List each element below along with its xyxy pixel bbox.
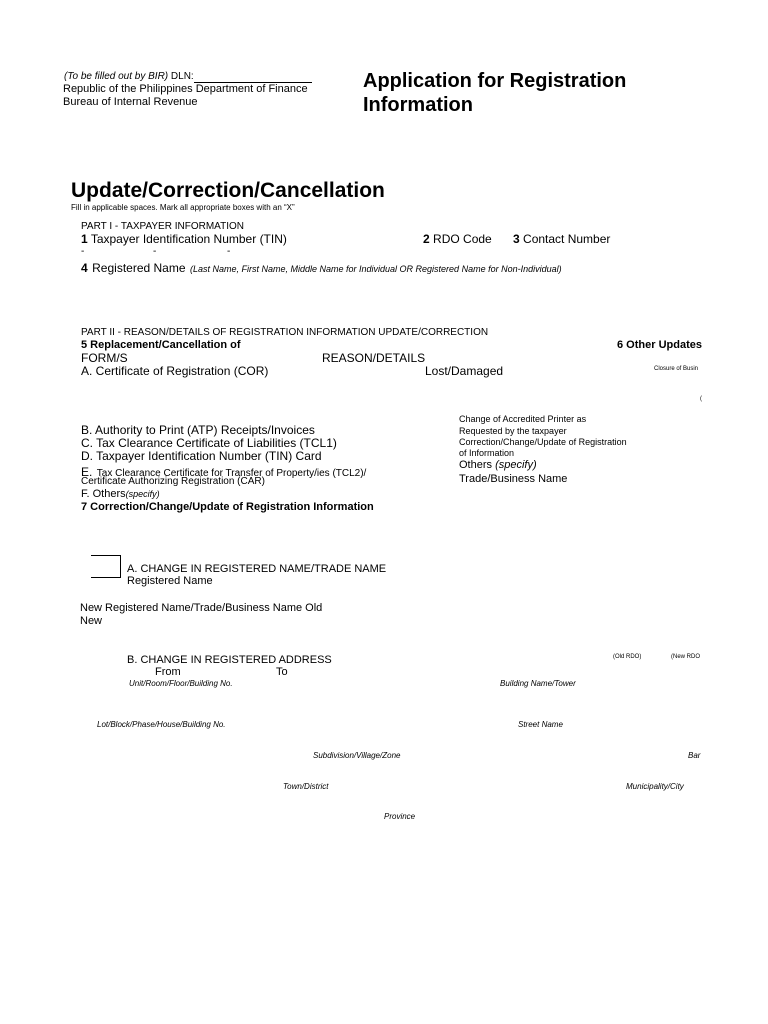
form-e-line1: Tax Clearance Certificate for Transfer of Property/ies (TCL2)/ [96, 468, 367, 479]
form-title-line2: Information [363, 94, 473, 116]
printer-change-line4: of Information [459, 448, 515, 458]
printer-change-line3: Correction/Change/Update of Registration [459, 437, 627, 447]
item2-text: RDO Code [433, 232, 492, 246]
tin-dash-1: - [81, 246, 85, 257]
item1-number: 1 [81, 232, 88, 246]
bureau-text: Bureau of Internal Revenue [63, 96, 198, 108]
section-a-line2: New [80, 615, 103, 627]
building-label: Building Name/Tower [500, 679, 576, 688]
item3-number: 3 [513, 232, 520, 246]
town-label: Town/District [283, 782, 329, 791]
item4-number: 4 [81, 261, 88, 275]
others-specify: (specify) [495, 459, 537, 471]
rdo-label [423, 233, 492, 247]
republic-text: Republic of the Philippines Department of Finance [63, 83, 308, 95]
item2-number: 2 [423, 232, 430, 246]
trade-name-label: Trade/Business Name [459, 473, 568, 485]
section-a-checkbox[interactable] [91, 555, 121, 578]
form-f [81, 488, 160, 501]
others-text: Others [459, 459, 493, 471]
subdivision-label: Subdivision/Village/Zone [313, 751, 401, 760]
section-a-title: A. CHANGE IN REGISTERED NAME/TRADE NAME [127, 563, 387, 575]
item1-text: Taxpayer Identification Number (TIN) [90, 232, 287, 246]
part2-heading: PART II - REASON/DETAILS OF REGISTRATION INFORMATION UPDATE/CORRECTION [81, 327, 489, 338]
part1-heading: PART I - TAXPAYER INFORMATION [81, 221, 244, 232]
contact-label [513, 233, 610, 247]
section-b-to: To [276, 666, 288, 678]
edge-mark: ( [700, 396, 702, 402]
item4-text: Registered Name [92, 261, 186, 275]
forms-header: FORM/S [81, 351, 128, 365]
tin-dash-3: - [227, 246, 231, 257]
registered-name-label [81, 259, 562, 277]
form-e-line2: Certificate Authorizing Registration (CAR) [81, 476, 265, 487]
item4-note: (Last Name, First Name, Middle Name for Individual OR Registered Name for Non-Individual) [189, 264, 562, 274]
bir-note: (To be filled out by BIR) [64, 71, 169, 82]
form-c: C. Tax Clearance Certificate of Liabilities (TCL1) [81, 436, 337, 450]
form-a: A. Certificate of Registration (COR) [81, 364, 269, 378]
municipality-label: Municipality/City [626, 782, 684, 791]
item6-label: 6 Other Updates [617, 339, 702, 351]
item3-text: Contact Number [523, 232, 611, 246]
form-e-letter: E. [81, 465, 93, 479]
form-d: D. Taxpayer Identification Number (TIN) Card [81, 449, 322, 463]
others-label [459, 459, 537, 472]
dln-row [64, 71, 312, 83]
street-label: Street Name [518, 720, 563, 729]
dln-field[interactable] [194, 72, 312, 83]
closure-text: Closure of Busin [654, 366, 699, 372]
instructions: Fill in applicable spaces. Mark all appropriate boxes with an “X” [71, 203, 295, 212]
section-a-subtitle: Registered Name [127, 575, 213, 587]
lot-label: Lot/Block/Phase/House/Building No. [97, 720, 226, 729]
old-rdo: (Old RDO) [613, 654, 642, 660]
tin-label [81, 233, 287, 247]
form-title-line1: Application for Registration [363, 70, 627, 92]
dln-label: DLN: [170, 71, 194, 82]
section-b-from: From [155, 666, 181, 678]
tin-dash-2: - [153, 246, 157, 257]
unit-label: Unit/Room/Floor/Building No. [129, 679, 233, 688]
province-label: Province [384, 812, 416, 821]
item5-label: 5 Replacement/Cancellation of [81, 339, 241, 351]
lost-damaged: Lost/Damaged [425, 364, 504, 378]
section-b-title: B. CHANGE IN REGISTERED ADDRESS [127, 654, 332, 666]
form-f-text: F. Others [81, 488, 126, 500]
page-title: Update/Correction/Cancellation [71, 179, 385, 202]
section-a-line1: New Registered Name/Trade/Business Name Old [80, 602, 323, 614]
reason-header: REASON/DETAILS [322, 351, 426, 365]
new-rdo: (New RDO [671, 654, 701, 660]
item7-label: 7 Correction/Change/Update of Registration Information [81, 501, 374, 513]
form-b: B. Authority to Print (ATP) Receipts/Invoices [81, 423, 315, 437]
form-f-specify: (specify) [125, 489, 160, 499]
printer-change-line2: Requested by the taxpayer [459, 426, 567, 436]
barangay-label: Bar [688, 751, 701, 760]
printer-change-line1: Change of Accredited Printer as [459, 414, 587, 424]
